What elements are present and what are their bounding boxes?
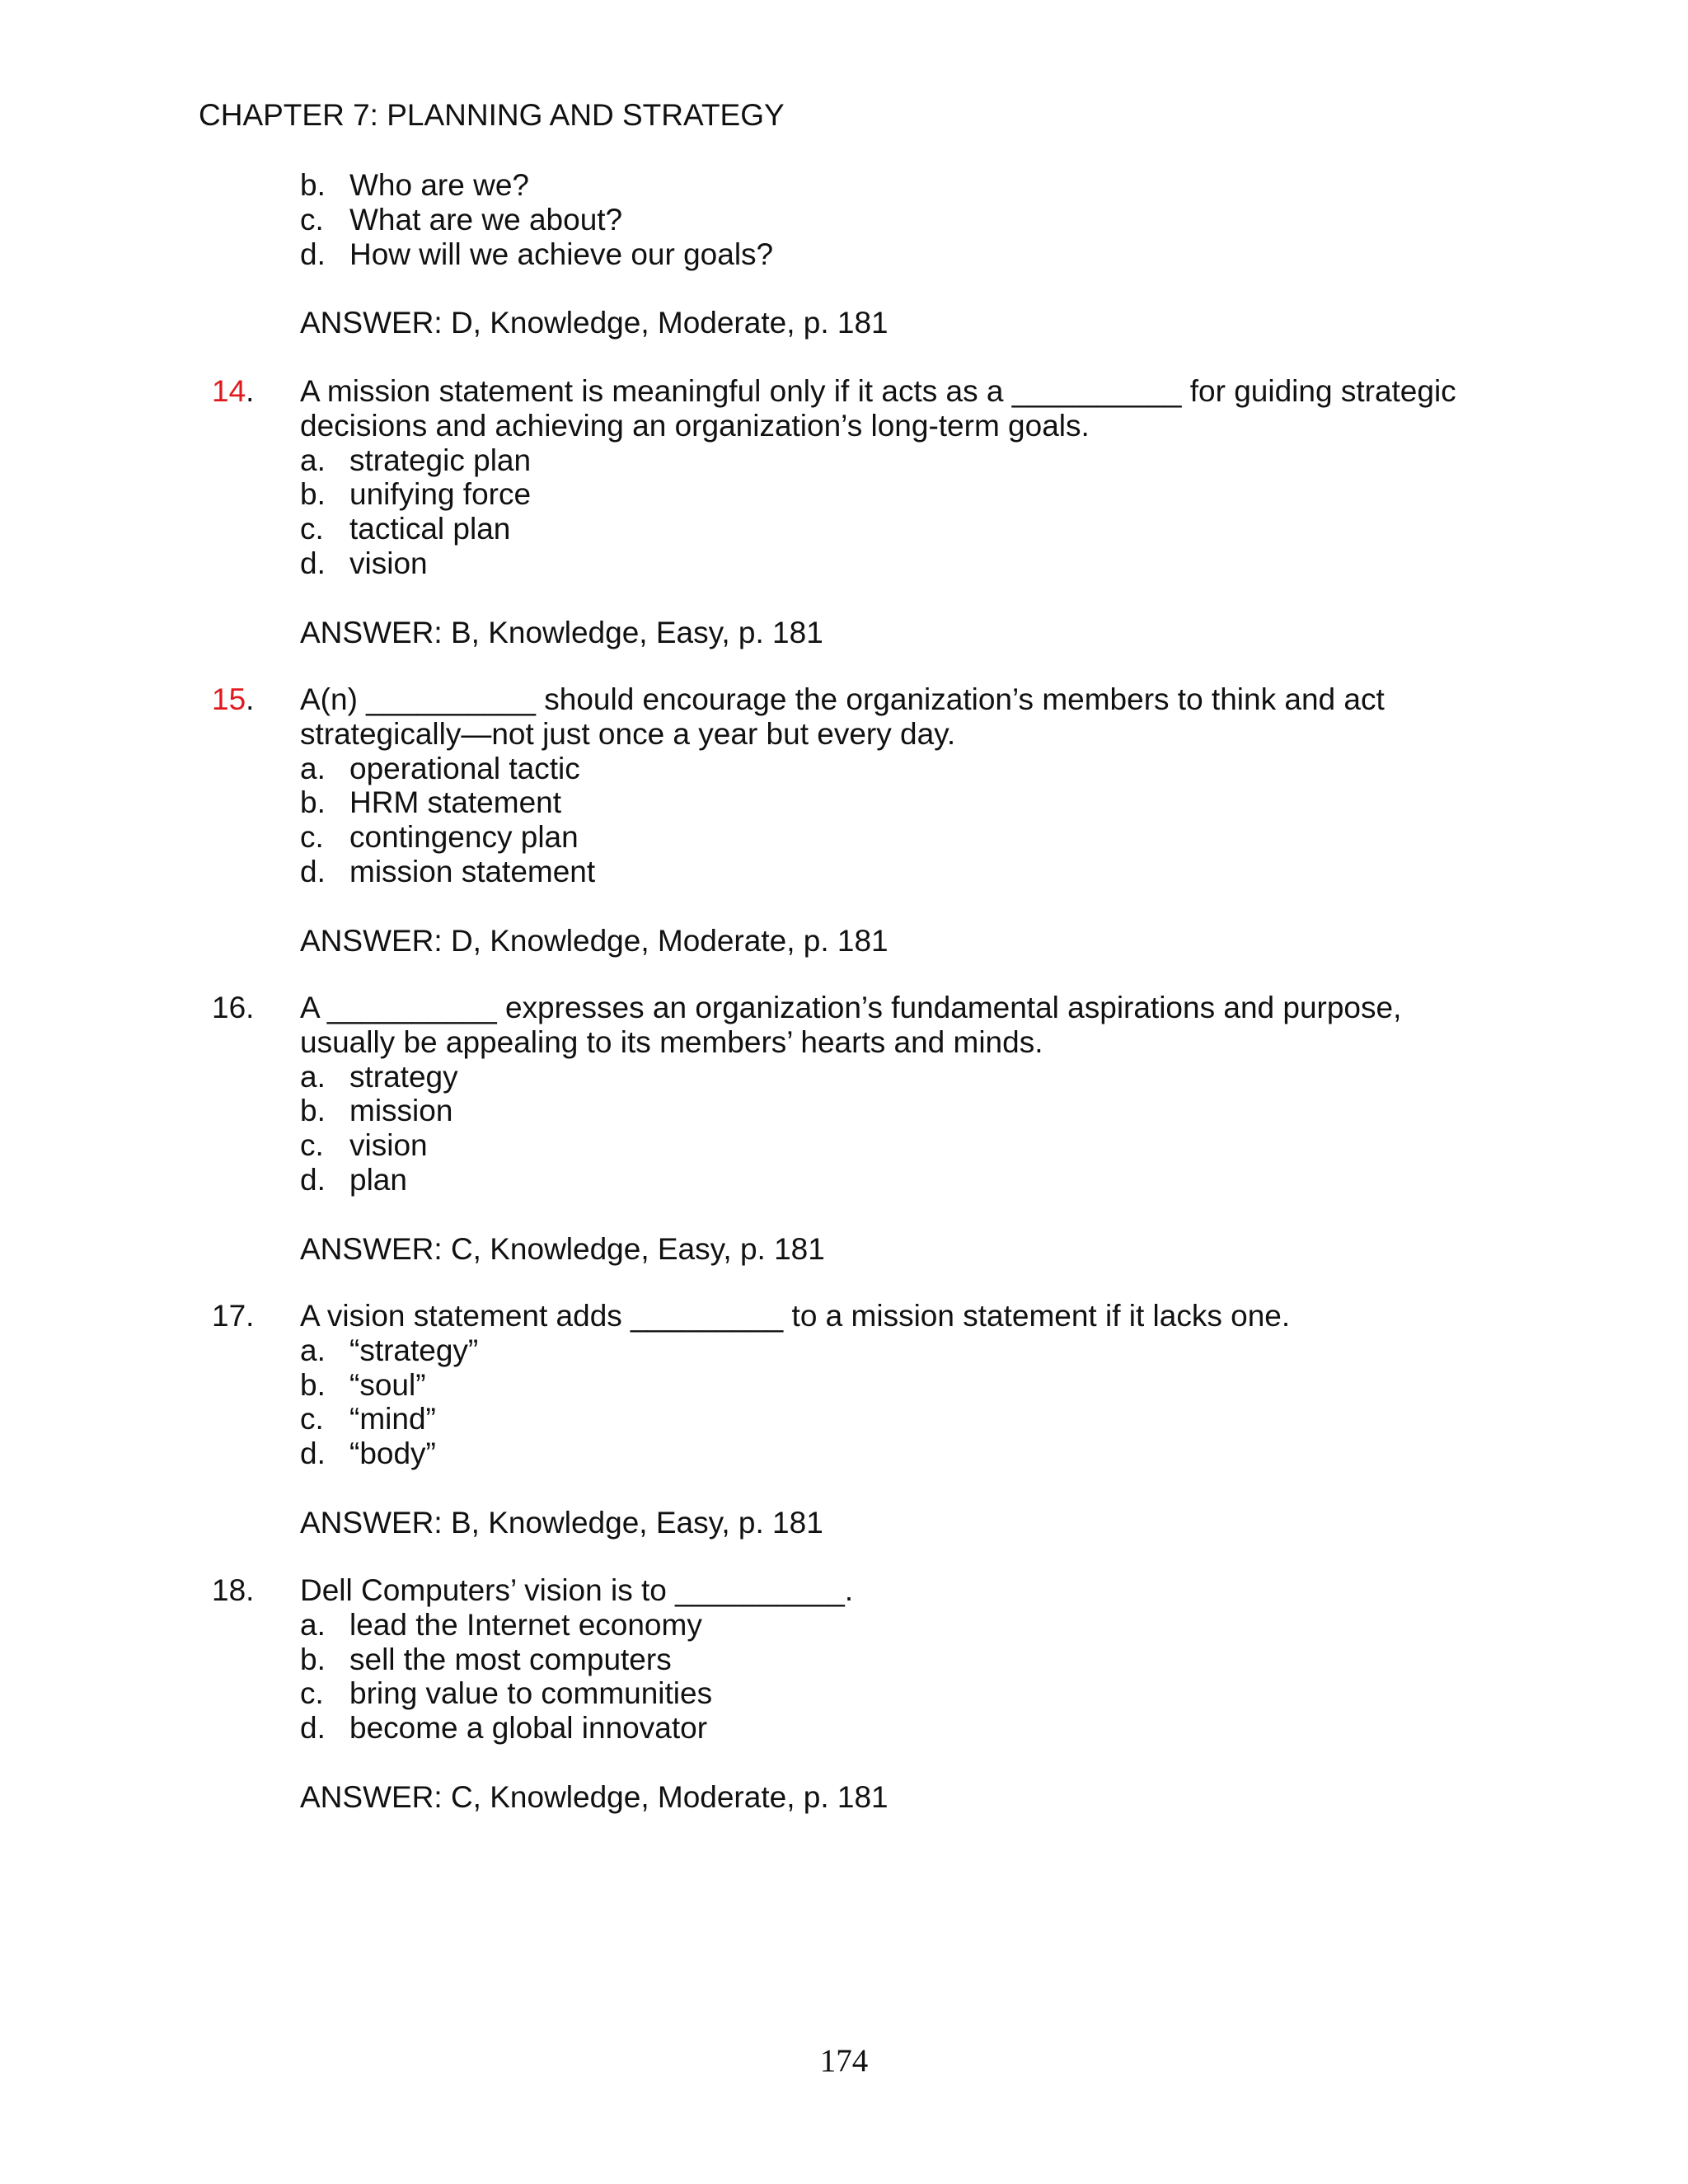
option-item (300, 443, 1498, 478)
option-item (300, 1094, 1498, 1128)
option-item (300, 1436, 1498, 1471)
page-number: 174 (819, 2043, 869, 2079)
question-stem: A vision statement adds _________ to a mission statement if it lacks one. (300, 1299, 1291, 1333)
option-letter: d. (300, 237, 326, 271)
option-letter: a. (300, 1333, 326, 1367)
option-text: How will we achieve our goals? (349, 237, 774, 271)
question-number: 16 (212, 991, 246, 1024)
option-letter: c. (300, 1128, 324, 1163)
answer-line: ANSWER: B, Knowledge, Easy, p. 181 (300, 1505, 823, 1540)
option-item (300, 1060, 1498, 1094)
option-letter: a. (300, 751, 326, 785)
option-text: What are we about? (349, 202, 623, 237)
option-item (300, 168, 1498, 203)
question-17 (212, 1299, 1498, 1540)
answer-line: ANSWER: D, Knowledge, Moderate, p. 181 (300, 306, 889, 340)
option-letter: c. (300, 820, 324, 855)
option-item (300, 752, 1498, 786)
option-letter: b. (300, 785, 326, 820)
option-text: strategy (349, 1059, 458, 1094)
option-item (300, 237, 1498, 272)
option-text: Who are we? (349, 168, 529, 202)
answer-line: ANSWER: C, Knowledge, Moderate, p. 181 (300, 1779, 889, 1814)
option-letter: b. (300, 477, 326, 512)
option-item (300, 1163, 1498, 1197)
option-letter: c. (300, 202, 324, 237)
question-stem: A mission statement is meaningful only if it acts as a __________ for guiding strategic decisions and achieving an organization’s long-term goals. (300, 374, 1456, 443)
option-text: “strategy” (349, 1333, 479, 1367)
option-text: “soul” (349, 1367, 426, 1402)
option-letter: d. (300, 546, 326, 580)
question-stem: A __________ expresses an organization’s fundamental aspirations and purpose, usually be appealing to its members’ hearts and minds. (300, 991, 1402, 1059)
option-item (300, 1402, 1498, 1436)
option-letter: c. (300, 1402, 324, 1436)
option-text: mission (349, 1094, 453, 1128)
option-text: vision (349, 546, 428, 580)
option-list (300, 1333, 1498, 1471)
option-text: HRM statement (349, 785, 562, 820)
option-letter: b. (300, 168, 326, 202)
question-16 (212, 991, 1498, 1267)
question-stem: A(n) __________ should encourage the organization’s members to think and act strategically—not just once a year but every day. (300, 682, 1385, 751)
chapter-header: CHAPTER 7: PLANNING AND STRATEGY (199, 98, 785, 132)
question-18 (212, 1573, 1498, 1815)
option-item (300, 512, 1498, 546)
option-text: sell the most computers (349, 1642, 672, 1676)
option-list (300, 1608, 1498, 1746)
option-text: mission statement (349, 854, 596, 888)
option-item (300, 1128, 1498, 1163)
option-item (300, 1676, 1498, 1711)
option-letter: b. (300, 1642, 326, 1676)
option-letter: a. (300, 1607, 326, 1642)
question-number-dot: . (246, 991, 255, 1024)
option-item (300, 785, 1498, 820)
option-text: plan (349, 1162, 407, 1197)
option-text: strategic plan (349, 443, 532, 477)
option-item (300, 203, 1498, 237)
question-number: 14 (212, 374, 246, 408)
option-text: lead the Internet economy (349, 1607, 702, 1642)
question-number: 17 (212, 1299, 246, 1333)
option-text: “mind” (349, 1402, 436, 1436)
option-text: “body” (349, 1436, 436, 1471)
answer-line: ANSWER: C, Knowledge, Easy, p. 181 (300, 1231, 825, 1266)
option-item (300, 477, 1498, 512)
option-item (300, 1333, 1498, 1368)
option-letter: a. (300, 1059, 326, 1094)
option-letter: a. (300, 443, 326, 477)
option-text: unifying force (349, 477, 532, 512)
question-14 (212, 374, 1498, 650)
option-text: contingency plan (349, 820, 579, 855)
option-letter: b. (300, 1094, 326, 1128)
question-13-continuation (212, 168, 1498, 340)
option-letter: d. (300, 1162, 326, 1197)
option-text: operational tactic (349, 751, 580, 785)
option-item (300, 1711, 1498, 1746)
question-number: 18 (212, 1573, 246, 1607)
question-number: 15 (212, 682, 246, 716)
option-list (300, 443, 1498, 581)
option-item (300, 1368, 1498, 1403)
option-text: vision (349, 1128, 428, 1163)
question-number-dot: . (246, 1299, 255, 1333)
option-text: bring value to communities (349, 1676, 713, 1711)
answer-line: ANSWER: D, Knowledge, Moderate, p. 181 (300, 923, 889, 958)
option-letter: d. (300, 1711, 326, 1746)
option-list (300, 752, 1498, 889)
question-number-dot: . (246, 682, 255, 716)
option-letter: c. (300, 1676, 324, 1711)
question-number-dot: . (246, 374, 255, 408)
question-stem: Dell Computers’ vision is to __________. (300, 1573, 854, 1607)
answer-line: ANSWER: B, Knowledge, Easy, p. 181 (300, 615, 823, 649)
option-list (300, 1060, 1498, 1197)
option-item (300, 1608, 1498, 1643)
option-text: become a global innovator (349, 1711, 708, 1746)
option-letter: d. (300, 854, 326, 888)
option-letter: d. (300, 1436, 326, 1471)
option-list (300, 168, 1498, 271)
option-letter: b. (300, 1367, 326, 1402)
question-number-dot: . (246, 1573, 255, 1607)
option-item (300, 855, 1498, 889)
option-item (300, 546, 1498, 581)
option-text: tactical plan (349, 512, 511, 546)
question-15 (212, 682, 1498, 958)
option-item (300, 1643, 1498, 1677)
option-letter: c. (300, 512, 324, 546)
option-item (300, 820, 1498, 855)
